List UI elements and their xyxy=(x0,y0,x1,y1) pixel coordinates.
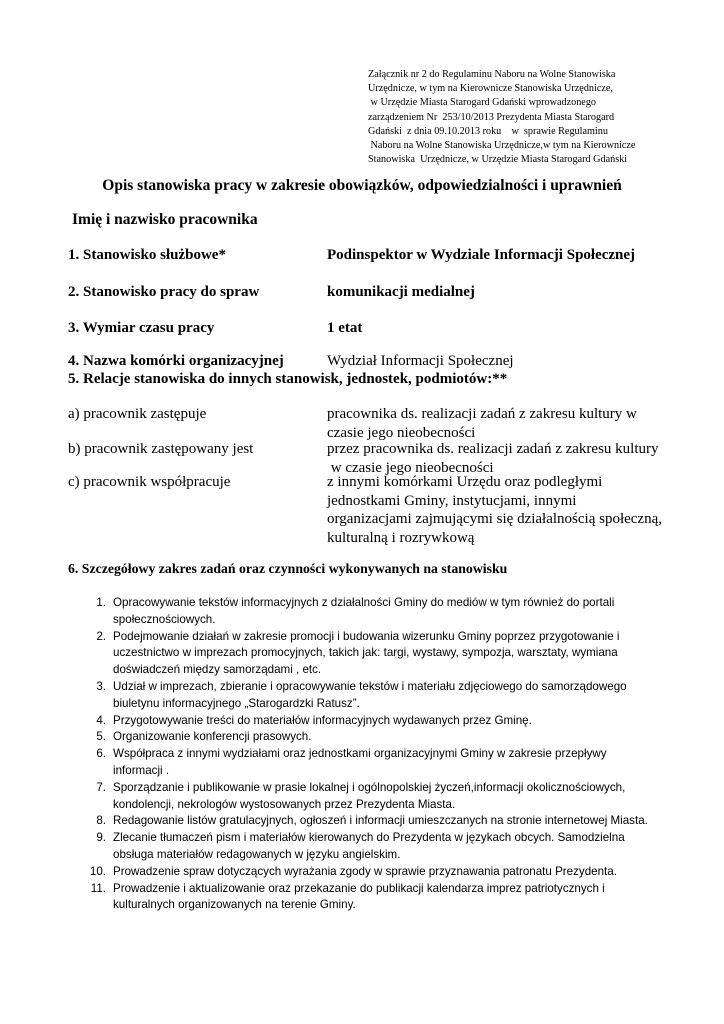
employee-name-label: Imię i nazwisko pracownika xyxy=(72,211,258,228)
field-work-area-value: komunikacji medialnej xyxy=(327,284,475,300)
task-list xyxy=(0,595,653,914)
relation-cooperates-value: z innymi komórkami Urzędu oraz podległymi jednostkami Gminy, instytucjami, innymi organizacjami zajmującymi się działalnością społeczną, kulturalną i rozrywkową xyxy=(327,474,662,546)
list-item xyxy=(0,813,653,830)
list-item xyxy=(0,864,653,881)
list-item-text: Redagowanie listów gratulacyjnych, ogłoszeń i informacji umieszczanych na stronie internetowej Miasta. xyxy=(113,814,648,828)
field-unit-name xyxy=(68,353,514,370)
list-item-number: 8. xyxy=(96,814,106,828)
relation-replaces xyxy=(68,405,637,441)
list-item-text: Sporządzanie i publikowanie w prasie lokalnej i ogólnopolskiej życzeń,informacji okolicznościowych, kondolencji, nekrologów wystosowanych przez Prezydenta Miasta. xyxy=(113,780,626,811)
relation-replaced-by-label: b) pracownik zastępowany jest xyxy=(68,441,254,457)
list-item-number: 7. xyxy=(96,780,106,794)
list-item-number: 6. xyxy=(96,747,106,761)
field-work-area xyxy=(68,284,475,301)
list-item-text: Zlecanie tłumaczeń pism i materiałów kierowanych do Prezydenta w językach obcych. Samodzielna obsługa materiałów redagowanych w języku angielskim. xyxy=(113,831,625,861)
field-work-area-label: 2. Stanowisko pracy do spraw xyxy=(68,284,260,300)
relation-replaced-by-value: przez pracownika ds. realizacji zadań z zakresu kultury w czasie jego nieobecności xyxy=(327,441,659,476)
annex-note: Załącznik nr 2 do Regulaminu Naboru na Wolne Stanowiska Urzędnicze, w tym na Kierownicze Stanowiska Urzędnicze, w Urzędzie Miasta Starogard Gdański wprowadzonego zarządzeniem Nr 253/10/2013 Prezydenta Miasta Starogard Gdański z dnia 09.10.2013 roku w sprawie Regulaminu Naboru na Wolne Stanowiska Urzędnicze,w tym na Kierownicze Stanowiska Urzędnicze, w Urzędzie Miasta Starogard Gdański xyxy=(368,69,636,166)
list-item xyxy=(0,830,653,864)
list-item-text: Przygotowywanie treści do materiałów informacyjnych wydawanych przez Gminę. xyxy=(113,713,532,727)
list-item-text: Prowadzenie i aktualizowanie oraz przekazanie do publikacji kalendarza imprez patriotycznych i kulturalnych organizowanych na terenie Gminy. xyxy=(113,881,605,912)
list-item xyxy=(0,746,653,780)
list-item xyxy=(0,881,653,915)
field-working-time xyxy=(68,320,363,337)
list-item-number: 2. xyxy=(96,629,106,643)
section6-heading: 6. Szczegółowy zakres zadań oraz czynności wykonywanych na stanowisku xyxy=(68,561,508,576)
list-item xyxy=(0,729,653,746)
field-unit-name-value: Wydział Informacji Społecznej xyxy=(327,353,514,369)
list-item xyxy=(0,629,653,679)
relation-cooperates-label: c) pracownik współpracuje xyxy=(68,474,231,490)
relation-cooperates xyxy=(68,473,662,546)
field-position xyxy=(68,247,636,264)
list-item xyxy=(0,713,653,730)
list-item-text: Współpraca z innymi wydziałami oraz jednostkami organizacyjnymi Gminy w zakresie przepływy informacji . xyxy=(113,747,607,777)
relation-replaced-by xyxy=(68,440,659,476)
relation-replaces-label: a) pracownik zastępuje xyxy=(68,406,207,422)
list-item-text: Opracowywanie tekstów informacyjnych z działalności Gminy do mediów w tym również do portali społecznościowych. xyxy=(113,596,615,626)
list-item xyxy=(0,595,653,629)
list-item xyxy=(0,780,653,814)
list-item-number: 5. xyxy=(96,730,106,744)
list-item-text: Podejmowanie działań w zakresie promocji i budowania wizerunku Gminy poprzez przygotowanie i uczestnictwo w imprezach promocyjnych, takich jak: targi, wystawy, sympozja, warsztaty, wymiana doświadczeń między samorządami , etc. xyxy=(113,629,620,677)
list-item-text: Udział w imprezach, zbieranie i opracowywanie tekstów i materiału zdjęciowego do samorządowego biuletynu informacyjnego „Starogardzki Ratusz”. xyxy=(113,679,627,710)
list-item-number: 1. xyxy=(96,596,106,609)
relation-replaces-value: pracownika ds. realizacji zadań z zakresu kultury w czasie jego nieobecności xyxy=(327,406,637,441)
field-position-label: 1. Stanowisko służbowe* xyxy=(68,247,226,263)
field-working-time-label: 3. Wymiar czasu pracy xyxy=(68,320,215,336)
document-title: Opis stanowiska pracy w zakresie obowiązków, odpowiedzialności i uprawnień xyxy=(102,177,622,194)
list-item-text: Prowadzenie spraw dotyczących wyrażania zgody w sprawie przyznawania patronatu Prezydenta. xyxy=(113,864,617,878)
list-item-number: 4. xyxy=(96,713,106,727)
field-unit-name-label: 4. Nazwa komórki organizacyjnej xyxy=(68,353,284,369)
list-item-number: 11. xyxy=(90,881,106,895)
list-item-text: Organizowanie konferencji prasowych. xyxy=(113,730,312,744)
list-item xyxy=(0,679,653,713)
field-working-time-value: 1 etat xyxy=(327,320,363,336)
field-position-value: Podinspektor w Wydziale Informacji Społecznej xyxy=(327,247,636,263)
section5-heading: 5. Relacje stanowiska do innych stanowisk, jednostek, podmiotów:** xyxy=(68,371,508,387)
list-item-number: 10. xyxy=(89,864,106,878)
list-item-number: 9. xyxy=(96,831,106,845)
list-item-number: 3. xyxy=(96,679,106,693)
